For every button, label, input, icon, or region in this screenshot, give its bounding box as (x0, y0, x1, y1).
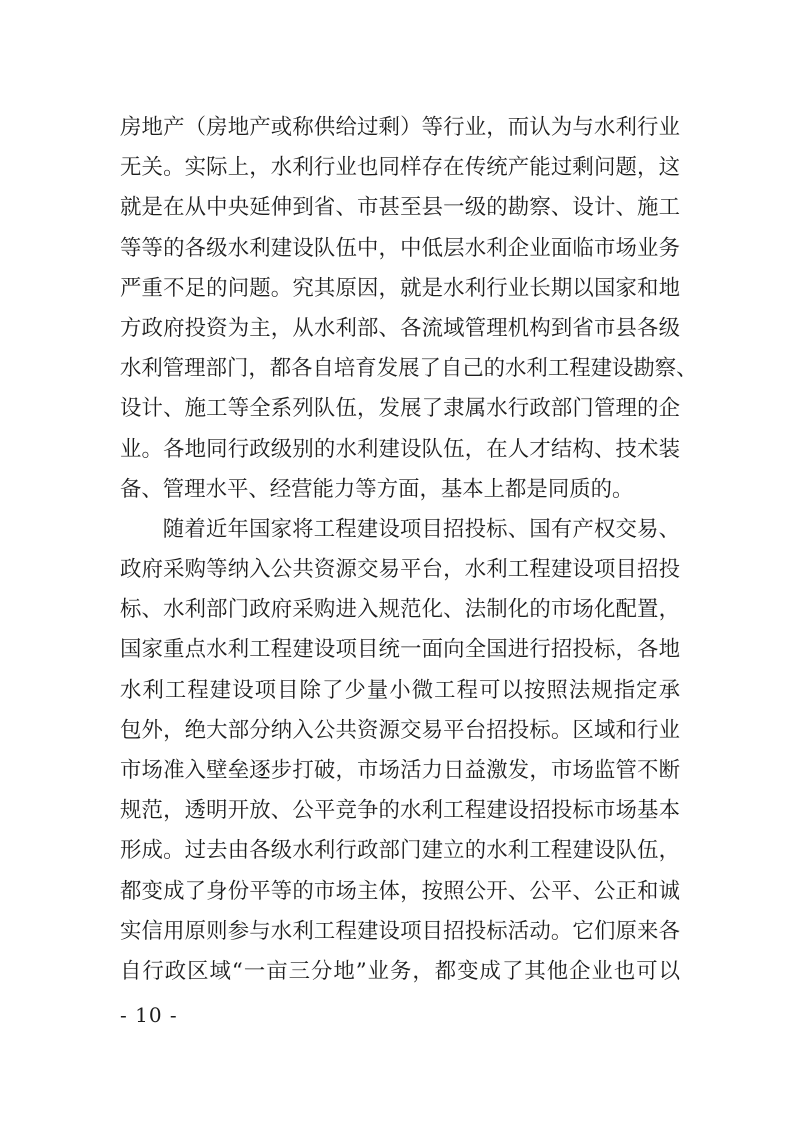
body-text (120, 108, 698, 992)
text-line: 严重不足的问题。究其原因，就是水利行业长期以国家和地 (120, 275, 680, 301)
text-line: 水利管理部门，都各自培育发展了自己的水利工程建设勘察、 (120, 356, 698, 382)
text-line: 业。各地同行政级别的水利建设队伍，在人才结构、技术装 (120, 436, 680, 462)
text-line: 水利工程建设项目除了少量小微工程可以按照法规指定承 (120, 677, 680, 703)
text-line: 随着近年国家将工程建设项目招投标、国有产权交易、 (162, 516, 680, 542)
text-line: 无关。实际上，水利行业也同样存在传统产能过剩问题，这 (120, 155, 680, 181)
text-line: 政府采购等纳入公共资源交易平台，水利工程建设项目招投 (120, 557, 680, 583)
text-line: 备、管理水平、经营能力等方面，基本上都是同质的。 (120, 476, 634, 502)
text-line: 方政府投资为主，从水利部、各流域管理机构到省市县各级 (120, 315, 680, 341)
page-number: - 10 - (120, 1003, 178, 1027)
text-line: 包外，绝大部分纳入公共资源交易平台招投标。区域和行业 (120, 717, 680, 743)
text-line: 设计、施工等全系列队伍，发展了隶属水行政部门管理的企 (120, 396, 680, 422)
paragraph-2 (120, 510, 680, 992)
paragraph-1 (120, 108, 698, 510)
text-line: 就是在从中央延伸到省、市甚至县一级的勘察、设计、施工 (120, 195, 680, 221)
text-line: 标、水利部门政府采购进入规范化、法制化的市场化配置， (120, 597, 680, 623)
text-line: 都变成了身份平等的市场主体，按照公开、公平、公正和诚 (120, 878, 680, 904)
text-line: 规范，透明开放、公平竞争的水利工程建设招投标市场基本 (120, 798, 680, 824)
text-line: 自行政区域“一亩三分地”业务，都变成了其他企业也可以 (120, 958, 680, 984)
text-line: 房地产（房地产或称供给过剩）等行业，而认为与水利行业 (120, 115, 680, 140)
text-line: 等等的各级水利建设队伍中，中低层水利企业面临市场业务 (120, 235, 680, 261)
text-line: 实信用原则参与水利工程建设项目招投标活动。它们原来各 (120, 918, 680, 944)
text-line: 国家重点水利工程建设项目统一面向全国进行招投标，各地 (120, 637, 680, 663)
text-line: 市场准入壁垒逐步打破，市场活力日益激发，市场监管不断 (120, 758, 680, 783)
text-line: 形成。过去由各级水利行政部门建立的水利工程建设队伍， (120, 838, 680, 864)
